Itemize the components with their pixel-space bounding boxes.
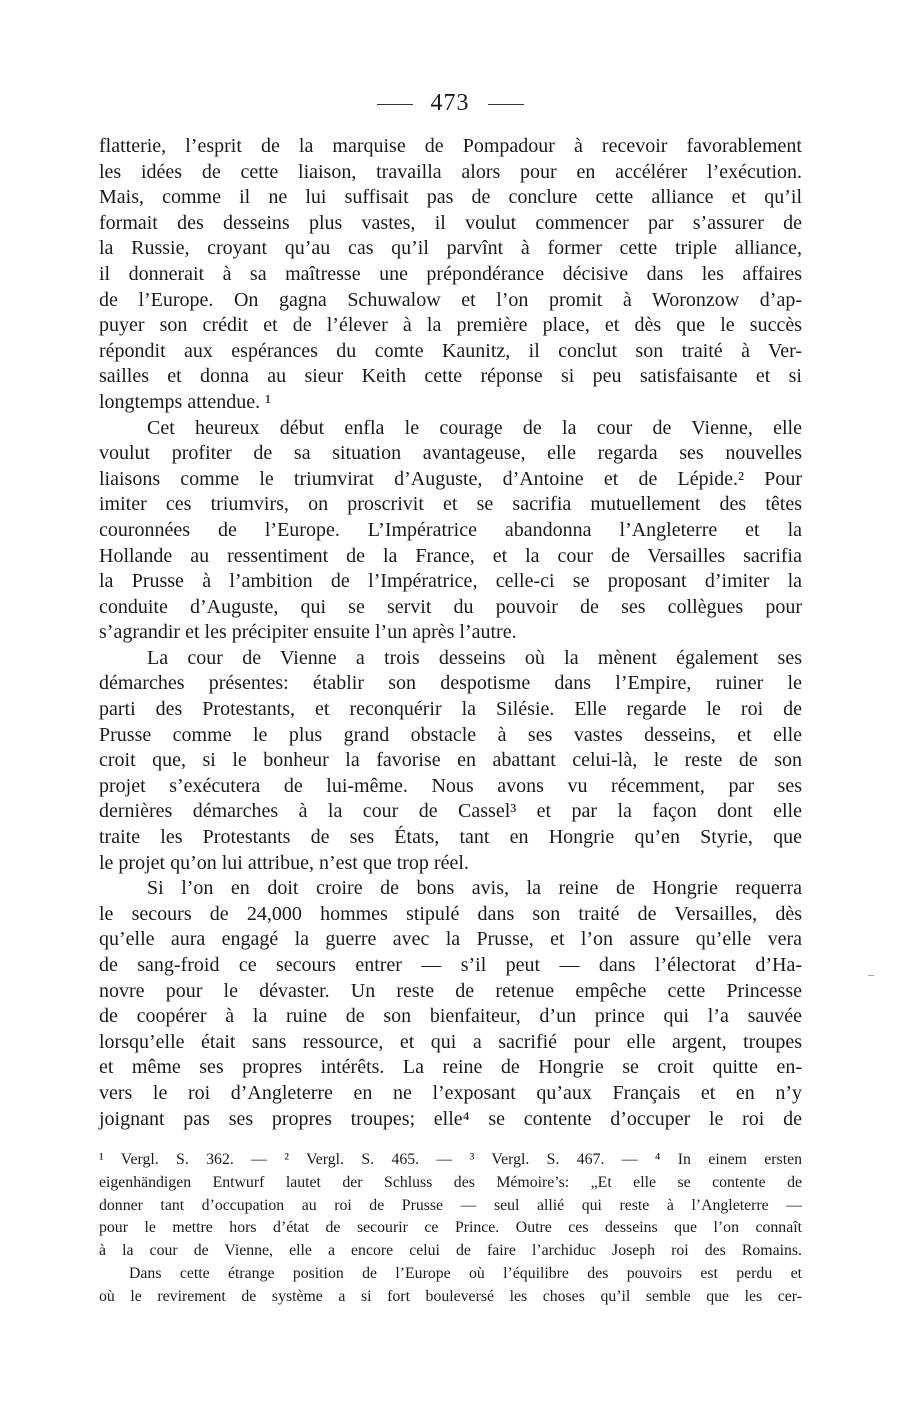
text-line: Prusse comme le plus grand obstacle à ses vastes desseins, et elle bbox=[99, 723, 802, 746]
footnote-line: donner tant d’occupation au roi de Prusse — seul allié qui reste à l’Angleterre — bbox=[99, 1196, 802, 1214]
paragraph-start: Si l’on en doit croire de bons avis, la reine de Hongrie requerra bbox=[147, 877, 802, 900]
text-line: voulut profiter de sa situation avantageuse, elle regarda ses nouvelles bbox=[99, 442, 802, 465]
text-line: Mais, comme il ne lui suffisait pas de conclure cette alliance et qu’il bbox=[99, 186, 802, 209]
footnote-line: ¹ Vergl. S. 362. — ² Vergl. S. 465. — ³ Vergl. S. 467. — ⁴ In einem ersten bbox=[99, 1151, 802, 1168]
text-line: imiter ces triumvirs, on proscrivit et se sacrifia mutuellement des têtes bbox=[99, 493, 802, 516]
text-line: novre pour le dévaster. Un reste de retenue empêche cette Princesse bbox=[99, 979, 802, 1002]
main-text bbox=[99, 134, 802, 1132]
text-line: puyer son crédit et de l’élever à la première place, et dès que le succès bbox=[99, 314, 802, 337]
text-line: de coopérer à la ruine de son bienfaiteur, d’un prince qui l’a sauvée bbox=[99, 1005, 802, 1028]
text-line: sailles et donna au sieur Keith cette réponse si peu satisfaisante et si bbox=[99, 365, 802, 388]
text-line: longtemps attendue. ¹ bbox=[99, 390, 272, 413]
footnote-line: pour le mettre hors d’état de secourir ce Prince. Outre ces desseins que l’on connaît bbox=[99, 1219, 802, 1237]
margin-speck bbox=[868, 975, 874, 976]
text-line: dernières démarches à la cour de Cassel³ et par la façon dont elle bbox=[99, 800, 802, 823]
text-line: de sang-froid ce secours entrer — s’il peut — dans l’électorat d’Ha- bbox=[99, 954, 802, 976]
footnotes bbox=[99, 1149, 802, 1309]
text-line: et même ses propres intérêts. La reine de Hongrie se croit quitte en- bbox=[99, 1056, 802, 1079]
header-rule-left bbox=[377, 104, 413, 105]
paragraph-start: Cet heureux début enfla le courage de la cour de Vienne, elle bbox=[147, 416, 802, 439]
text-line: couronnées de l’Europe. L’Impératrice abandonna l’Angleterre et la bbox=[99, 518, 802, 541]
footnote-line: eigenhändigen Entwurf lautet der Schluss des Mémoire’s: „Et elle se contente de bbox=[99, 1173, 802, 1191]
text-line: s’agrandir et les précipiter ensuite l’un après l’autre. bbox=[99, 621, 517, 644]
page-header bbox=[0, 88, 900, 118]
text-line: démarches présentes: établir son despotisme dans l’Empire, ruiner le bbox=[99, 672, 802, 695]
text-line: répondit aux espérances du comte Kaunitz, il conclut son traité à Ver- bbox=[99, 339, 802, 362]
text-line: croit que, si le bonheur la favorise en abattant celui-là, le reste de son bbox=[99, 749, 802, 772]
text-line: le secours de 24,000 hommes stipulé dans son traité de Versailles, dès bbox=[99, 902, 802, 925]
page-number: 473 bbox=[430, 90, 470, 116]
footnote-line: où le revirement de système a si fort bouleversé les choses qu’il semble que les cer- bbox=[99, 1287, 802, 1305]
paragraph-start: La cour de Vienne a trois desseins où la mènent également ses bbox=[147, 646, 802, 669]
footnote-line: à la cour de Vienne, elle a encore celui de faire l’archiduc Joseph roi des Romains. bbox=[99, 1242, 802, 1260]
text-line: flatterie, l’esprit de la marquise de Pompadour à recevoir favorablement bbox=[99, 135, 802, 157]
text-line: parti des Protestants, et reconquérir la Silésie. Elle regarde le roi de bbox=[99, 698, 802, 721]
text-line: la Prusse à l’ambition de l’Impératrice, celle-ci se proposant d’imiter la bbox=[99, 570, 802, 593]
text-line: traite les Protestants de ses États, tant en Hongrie qu’en Styrie, que bbox=[99, 826, 802, 849]
text-line: projet s’exécutera de lui-même. Nous avons vu récemment, par ses bbox=[99, 774, 802, 797]
text-line: conduite d’Auguste, qui se servit du pouvoir de ses collègues pour bbox=[99, 595, 802, 618]
text-line: joignant pas ses propres troupes; elle⁴ se contente d’occuper le roi de bbox=[99, 1107, 802, 1130]
text-line: le projet qu’on lui attribue, n’est que trop réel. bbox=[99, 851, 469, 874]
header-rule-right bbox=[488, 104, 524, 105]
text-line: qu’elle aura engagé la guerre avec la Prusse, et l’on assure qu’elle vera bbox=[99, 928, 802, 951]
text-line: lorsqu’elle était sans ressource, et qui a sacrifié pour elle argent, troupes bbox=[99, 1030, 802, 1053]
text-line: il donnerait à sa maîtresse une prépondérance décisive dans les affaires bbox=[99, 262, 802, 285]
text-line: liaisons comme le triumvirat d’Auguste, d’Antoine et de Lépide.² Pour bbox=[99, 467, 802, 490]
text-line: formait des desseins plus vastes, il voulut commencer par s’assurer de bbox=[99, 211, 802, 234]
text-line: vers le roi d’Angleterre en ne l’exposant qu’aux Français et en n’y bbox=[99, 1081, 802, 1104]
text-line: Hollande au ressentiment de la France, et la cour de Versailles sacrifia bbox=[99, 544, 802, 567]
text-line: de l’Europe. On gagna Schuwalow et l’on promit à Woronzow d’ap- bbox=[99, 288, 802, 311]
text-line: les idées de cette liaison, travailla alors pour en accélérer l’exécution. bbox=[99, 160, 802, 183]
footnote-line: Dans cette étrange position de l’Europe où l’équilibre des pouvoirs est perdu et bbox=[129, 1264, 802, 1282]
text-line: la Russie, croyant qu’au cas qu’il parvînt à former cette triple alliance, bbox=[99, 237, 802, 260]
